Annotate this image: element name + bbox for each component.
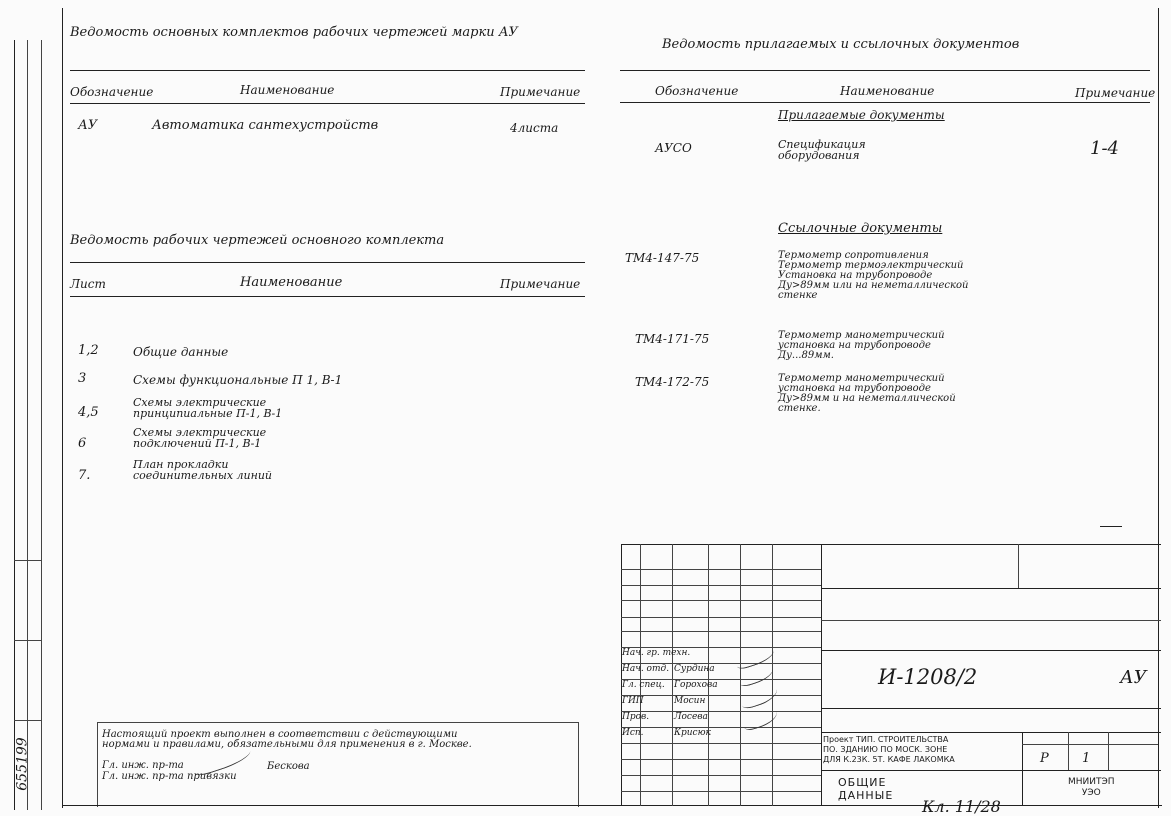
doc-mark: АУ (1120, 667, 1147, 688)
sig-name-3: Мосин (674, 696, 706, 706)
sheet-row-3-name: Схемы электрические принципиальные П-1, В-1 (133, 396, 283, 420)
sheet-row-1-name: Общие данные (133, 345, 229, 359)
sig-role-6: Исп. (622, 728, 644, 738)
ref-1-name: Термометр сопротивления Термометр термоэлектрический Установка на трубопроводе Ду>89мм или на неметаллической стенке (778, 250, 969, 301)
left-table-title: Ведомость основных комплектов рабочих чертежей марки АУ (70, 25, 518, 40)
right-header-name: Наименование (840, 84, 935, 98)
sheet-row-1-sheet: 1,2 (78, 343, 99, 358)
ref-3-name: Термометр манометрический установка на трубопроводе Ду>89мм и на неметаллической стенке. (778, 373, 956, 414)
ref-2-code: ТМ4-171-75 (635, 332, 710, 346)
ref-1-code: ТМ4-147-75 (625, 251, 700, 265)
stage: Р (1040, 751, 1049, 766)
sheets-header-name: Наименование (240, 275, 343, 290)
attached-name: Спецификация оборудования (778, 138, 866, 162)
footer-handwritten-note: Кл. 11/28 (922, 797, 1001, 816)
sig-name-1: Сурдина (674, 664, 715, 674)
left-header-designation: Обозначение (70, 85, 154, 99)
left-row-note: 4листа (510, 121, 559, 135)
sheets-table-title: Ведомость рабочих чертежей основного комплекта (70, 233, 445, 248)
sig-role-4: ГИП (622, 696, 644, 706)
referenced-heading: Ссылочные документы (778, 221, 943, 236)
stamp-number: 655199 (14, 737, 31, 791)
sheet-title: ОБЩИЕ ДАННЫЕ (838, 776, 894, 802)
ref-2-name: Термометр манометрический установка на трубопроводе Ду...89мм. (778, 330, 945, 361)
left-header-note: Примечание (500, 85, 581, 99)
left-header-name: Наименование (240, 83, 335, 97)
statement-role-2: Гл. инж. пр-та привязки (102, 771, 237, 782)
sig-role-3: Гл. спец. (622, 680, 665, 690)
sheet-row-5-name: План прокладки соединительных линий (133, 458, 273, 482)
sig-name-5: Крисюк (674, 728, 711, 738)
sig-role-1: Нач. гр. техн. (622, 648, 691, 658)
sig-name-2: Горохова (674, 680, 718, 690)
sig-name-4: Лосева (674, 712, 708, 722)
sig-role-5: Пров. (622, 712, 650, 722)
signature-4 (740, 705, 779, 732)
attached-note: 1-4 (1090, 138, 1119, 159)
sheet-row-5-sheet: 7. (78, 468, 91, 483)
statement-role-1: Гл. инж. пр-та (102, 760, 184, 771)
sheet-row-4-name: Схемы электрические подключений П-1, В-1 (133, 426, 267, 450)
sheet-row-2-sheet: 3 (78, 371, 87, 386)
statement-name-1: Бескова (267, 761, 310, 772)
sheet-number: 1 (1082, 751, 1091, 766)
right-header-note: Примечание (1075, 86, 1156, 100)
right-header-designation: Обозначение (655, 84, 739, 98)
attached-heading: Прилагаемые документы (778, 108, 945, 122)
sheet-row-2-name: Схемы функциональные П 1, В-1 (133, 373, 343, 387)
right-table-title: Ведомость прилагаемых и ссылочных документов (662, 37, 1020, 52)
left-row-name: Автоматика сантехустройств (152, 118, 379, 133)
sig-role-2: Нач. отд. (622, 664, 670, 674)
left-row-code: АУ (78, 118, 98, 133)
attached-code: АУСО (655, 141, 692, 155)
statement-box (97, 710, 579, 803)
organization: МНИИТЭП УЭО (1068, 777, 1115, 798)
doc-number: И-1208/2 (878, 665, 978, 689)
signature-3 (738, 683, 779, 711)
sheets-header-sheet: Лист (70, 277, 106, 291)
sheet-row-4-sheet: 6 (78, 436, 87, 451)
sheet-row-3-sheet: 4,5 (78, 405, 99, 420)
project-description: Проект ТИП. СТРОИТЕЛЬСТВА ПО. ЗДАНИЮ ПО МОСК. ЗОНЕ ДЛЯ К.23К. 5Т. КАФЕ ЛАКОМКА (823, 735, 955, 764)
statement-text: Настоящий проект выполнен в соответствии с действующими нормами и правилами, обязательными для применения в г. Москве. (102, 729, 472, 750)
ref-3-code: ТМ4-172-75 (635, 375, 710, 389)
sheets-header-note: Примечание (500, 277, 581, 291)
